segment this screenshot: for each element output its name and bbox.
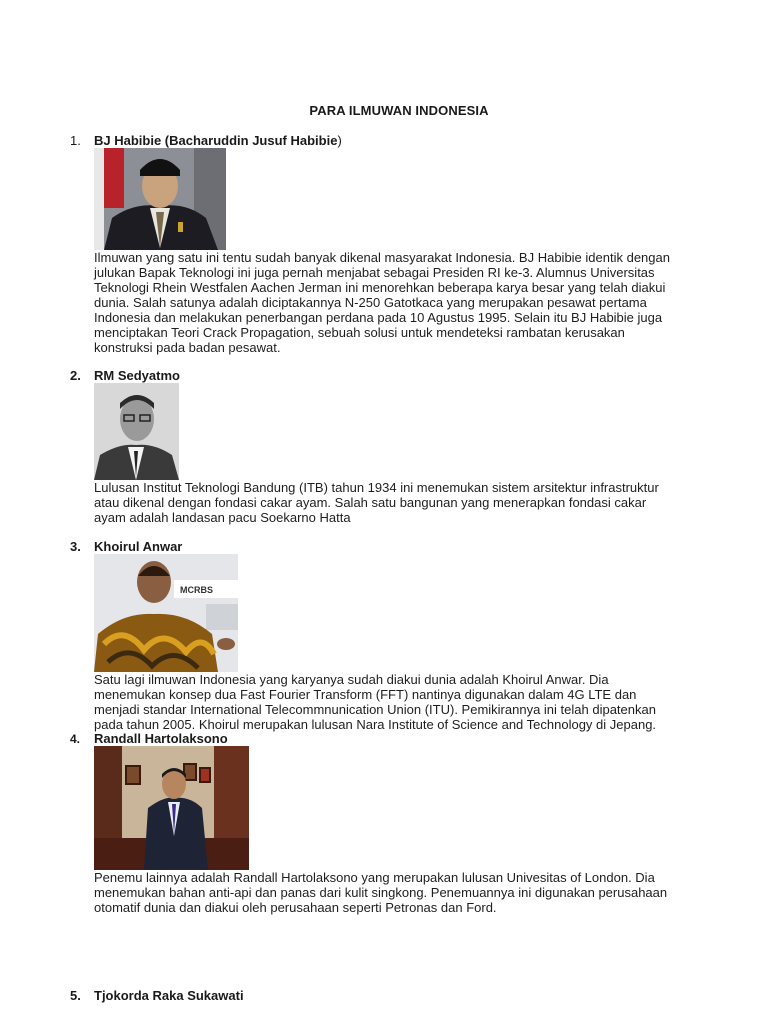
entry-name-tail: ): [337, 133, 342, 148]
description-line: ayam adalah landasan pacu Soekarno Hatta: [94, 510, 351, 525]
entry-number: 5.: [70, 988, 81, 1003]
entry-description: [94, 250, 706, 355]
description-line: Teknologi Rhein Westfalen Aachen Jerman ini menorehkan beberapa karya besar yang telah diakui: [94, 280, 666, 295]
entry-name-bold: BJ Habibie (Bacharuddin Jusuf Habibie: [94, 133, 338, 148]
description-line: Lulusan Institut Teknologi Bandung (ITB) tahun 1934 ini menemukan sistem arsitektur infrastruktur: [94, 480, 659, 495]
entry-number: 1.: [70, 133, 81, 148]
entry-name: Randall Hartolaksono: [94, 731, 228, 746]
entry-name: Khoirul Anwar: [94, 539, 183, 554]
entry-description: [94, 480, 706, 525]
photo-sign-text: MCRBS: [180, 585, 213, 595]
description-line: konstruksi pada badan pesawat.: [94, 340, 281, 355]
portrait-randall-hartolaksono: [94, 746, 249, 870]
description-line: pada tahun 2005. Khoirul merupakan lulusan Nara Institute of Science and Technology di Jepang.: [94, 717, 657, 732]
entry-number: 3.: [70, 539, 81, 554]
entry-name: [94, 133, 342, 148]
portrait-sedyatmo: [94, 383, 179, 480]
description-line: atau dikenal dengan fondasi cakar ayam. Salah satu bangunan yang menerapkan fondasi cakar: [94, 495, 647, 510]
description-line: menjadi standar International Telecommnunication Union (ITU). Pemikirannya ini telah dipatenkan: [94, 702, 656, 717]
description-line: menemukan bahan anti-api dan panas dari kulit singkong. Penemuannya ini digunakan perusahaan: [94, 885, 668, 900]
portrait-khoirul-anwar: [94, 554, 238, 672]
entry-number: 2.: [70, 368, 81, 383]
description-line: Ilmuwan yang satu ini tentu sudah banyak dikenal masyarakat Indonesia. BJ Habibie identik dengan: [94, 250, 670, 265]
portrait-habibie: [94, 148, 226, 250]
entry-name: RM Sedyatmo: [94, 368, 180, 383]
page-title: PARA ILMUWAN INDONESIA: [309, 103, 489, 118]
description-line: menciptakan Teori Crack Propagation, sebuah solusi untuk mendeteksi rambatan kerusakan: [94, 325, 625, 340]
entry-number: 4.: [70, 732, 81, 746]
description-line: julukan Bapak Teknologi ini juga pernah menjabat sebagai Presiden RI ke-3. Alumnus Universitas: [94, 265, 655, 280]
description-line: Penemu lainnya adalah Randall Hartolaksono yang merupakan lulusan Univesitas of London. Dia: [94, 870, 655, 885]
entry-description: [94, 672, 706, 732]
description-line: Indonesia dan melakukan penerbangan perdana pada 10 Agustus 1995. Selain itu BJ Habibie juga: [94, 310, 663, 325]
description-line: dunia. Salah satunya adalah diciptakannya N-250 Gatotkaca yang merupakan pesawat pertama: [94, 295, 647, 310]
description-line: menemukan konsep dua Fast Fourier Transform (FFT) nantinya digunakan dalam 4G LTE dan: [94, 687, 637, 702]
description-line: otomatif dunia dan diakui oleh perusahaan seperti Petronas dan Ford.: [94, 900, 497, 915]
description-line: Satu lagi ilmuwan Indonesia yang karyanya sudah diakui dunia adalah Khoirul Anwar. Dia: [94, 672, 609, 687]
entry-name: Tjokorda Raka Sukawati: [94, 988, 244, 1003]
entry-description: [94, 870, 706, 915]
